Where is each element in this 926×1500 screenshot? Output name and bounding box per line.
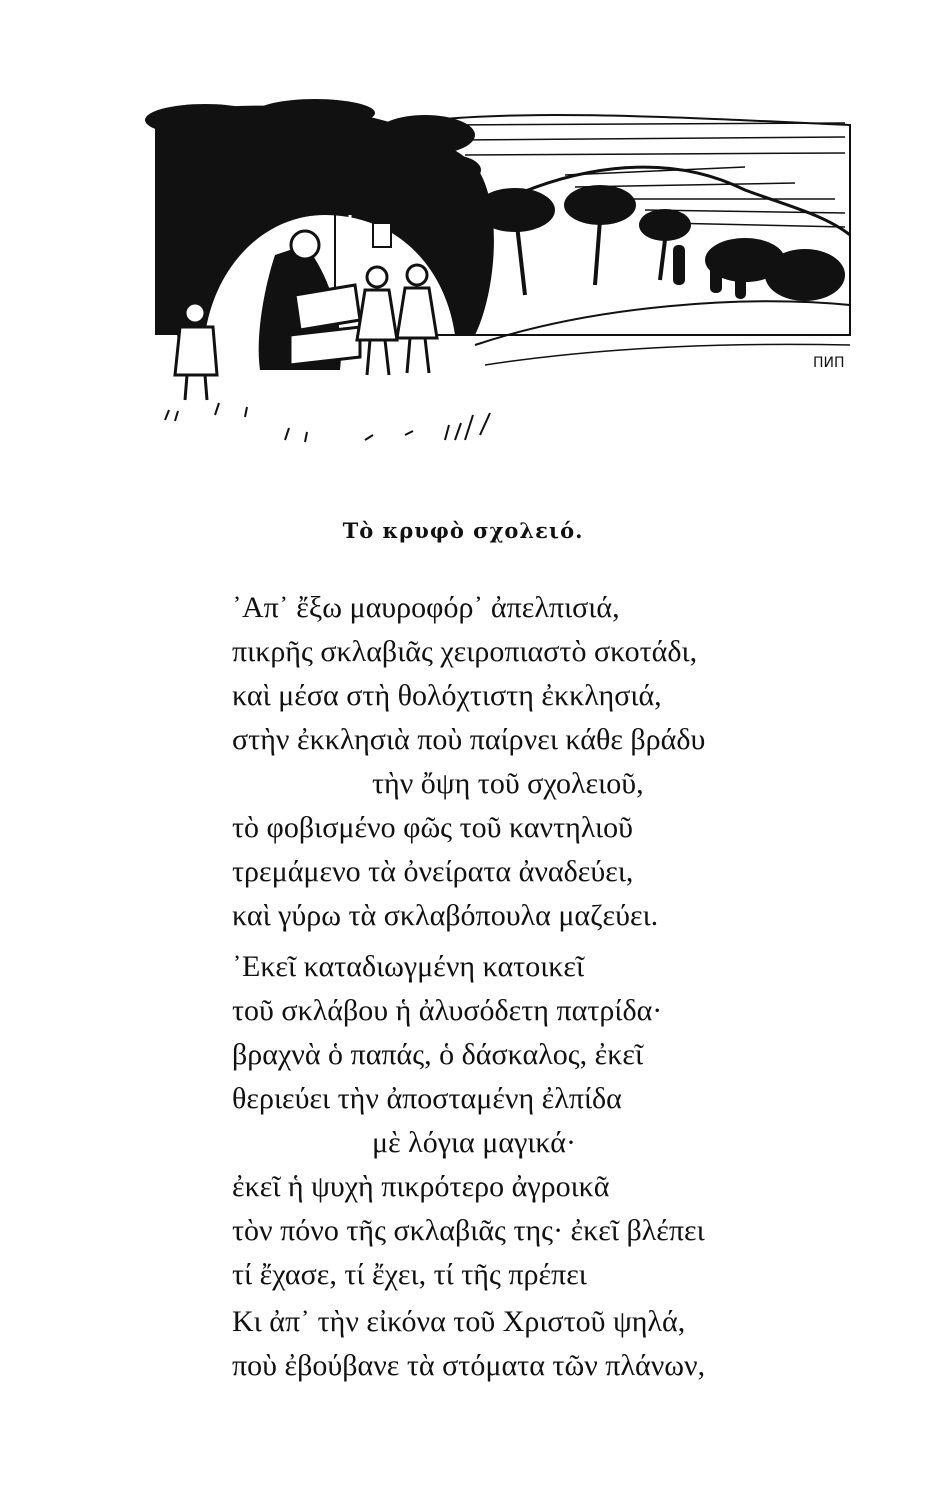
poem-line-indented: μὲ λόγια μαγικά· <box>372 1126 576 1159</box>
poem-line: καὶ γύρω τὰ σκλαβόπουλα μαζεύει. <box>232 899 659 932</box>
poem-line-indented: τὴν ὄψη τοῦ σχολειοῦ, <box>372 767 644 800</box>
poem-line: τοῦ σκλάβου ἡ ἀλυσόδετη πατρίδα· <box>232 994 663 1027</box>
landscape-illustration <box>145 95 860 465</box>
poem-line: θεριεύει τὴν ἀποσταμένη ἐλπίδα <box>232 1082 622 1115</box>
poem-line: τρεμάμενο τὰ ὀνείρατα ἀναδεύει, <box>232 855 634 888</box>
poem-line: ἐκεῖ ἡ ψυχὴ πικρότερο ἀγροικᾶ <box>232 1170 610 1203</box>
poem-title: Τὸ κρυφὸ σχολειό. <box>342 518 584 543</box>
stanza-2 <box>232 945 872 1297</box>
artist-mark: ПИП <box>813 355 845 371</box>
poem-line: ποὺ ἐβούβανε τὰ στόματα τῶν πλάνων, <box>232 1349 706 1382</box>
poem-line: βραχνὰ ὁ παπάς, ὁ δάσκαλος, ἐκεῖ <box>232 1038 644 1071</box>
poem-line: ᾿Εκεῖ καταδιωγμένη κατοικεῖ <box>232 950 585 983</box>
poem-line: καὶ μέσα στὴ θολόχτιστη ἐκκλησιά, <box>232 679 662 712</box>
poem-line: στὴν ἐκκλησιὰ ποὺ παίρνει κάθε βράδυ <box>232 723 706 756</box>
stanza-3 <box>232 1300 872 1388</box>
stanza-1 <box>232 586 872 938</box>
poem-line: πικρῆς σκλαβιᾶς χειροπιαστὸ σκοτάδι, <box>232 635 698 668</box>
poem-line: τὸν πόνο τῆς σκλαβιᾶς της· ἐκεῖ βλέπει <box>232 1214 705 1247</box>
poem-line: τὸ φοβισμένο φῶς τοῦ καντηλιοῦ <box>232 811 633 844</box>
poem-line: ᾿Απ᾿ ἔξω μαυροφόρ᾿ ἀπελπισιά, <box>232 591 620 624</box>
poem-line: τί ἔχασε, τί ἔχει, τί τῆς πρέπει <box>232 1258 587 1291</box>
poem-line: Κι ἀπ᾿ τὴν εἰκόνα τοῦ Χριστοῦ ψηλά, <box>232 1305 686 1338</box>
